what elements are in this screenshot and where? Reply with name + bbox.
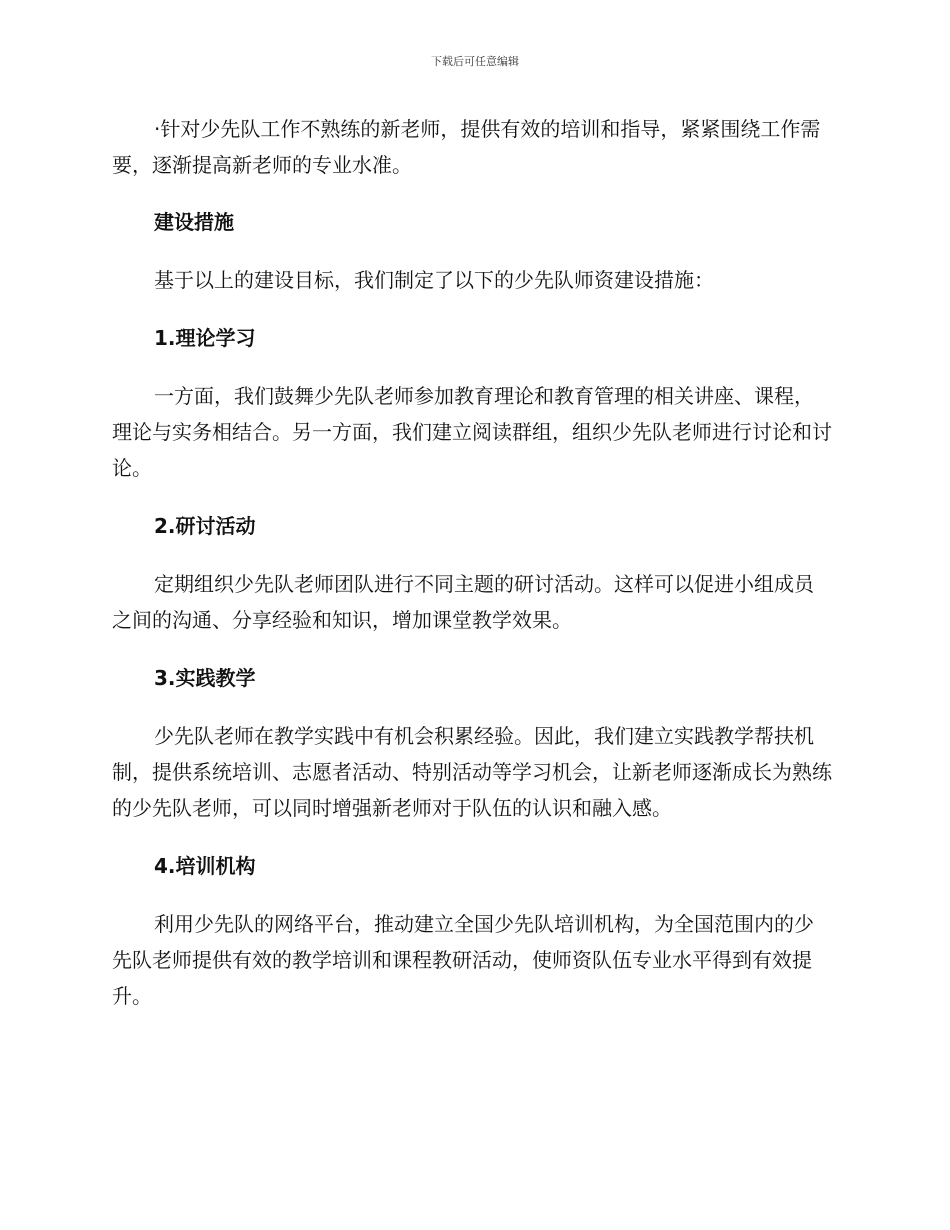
- paragraph-measures-intro: 基于以上的建设目标，我们制定了以下的少先队师资建设措施：: [154, 268, 714, 292]
- paragraph-seminar-activities: 定期组织少先队老师团队进行不同主题的研讨活动。这样可以促进小组成员之间的沟通、分享经验和知识，增加课堂教学效果。: [112, 572, 814, 632]
- heading-theory-study: 1.理论学习: [154, 326, 256, 350]
- paragraph-practice-teaching: 少先队老师在教学实践中有机会积累经验。因此，我们建立实践教学帮扶机制，提供系统培训、志愿者活动、特别活动等学习机会，让新老师逐渐成长为熟练的少先队老师，可以同时增强新老师对于队伍的认识和融入感。: [112, 724, 832, 820]
- page-header: 下载后可任意编辑: [431, 55, 519, 68]
- paragraph-training-institution: 利用少先队的网络平台，推动建立全国少先队培训机构，为全国范围内的少先队老师提供有效的教学培训和课程教研活动，使师资队伍专业水平得到有效提升。: [112, 912, 814, 1008]
- heading-seminar-activities: 2.研讨活动: [154, 514, 256, 538]
- heading-construction-measures: 建设措施: [154, 210, 234, 234]
- heading-practice-teaching: 3.实践教学: [154, 666, 256, 690]
- paragraph-theory-study: 一方面，我们鼓舞少先队老师参加教育理论和教育管理的相关讲座、课程，理论与实务相结合。另一方面，我们建立阅读群组，组织少先队老师进行讨论和讨论。: [112, 384, 832, 480]
- document-body: [112, 111, 832, 1014]
- heading-training-institution: 4.培训机构: [154, 854, 256, 878]
- paragraph-training-new-teachers: ·针对少先队工作不熟练的新老师，提供有效的培训和指导，紧紧围绕工作需要，逐渐提高新老师的专业水准。: [112, 117, 821, 177]
